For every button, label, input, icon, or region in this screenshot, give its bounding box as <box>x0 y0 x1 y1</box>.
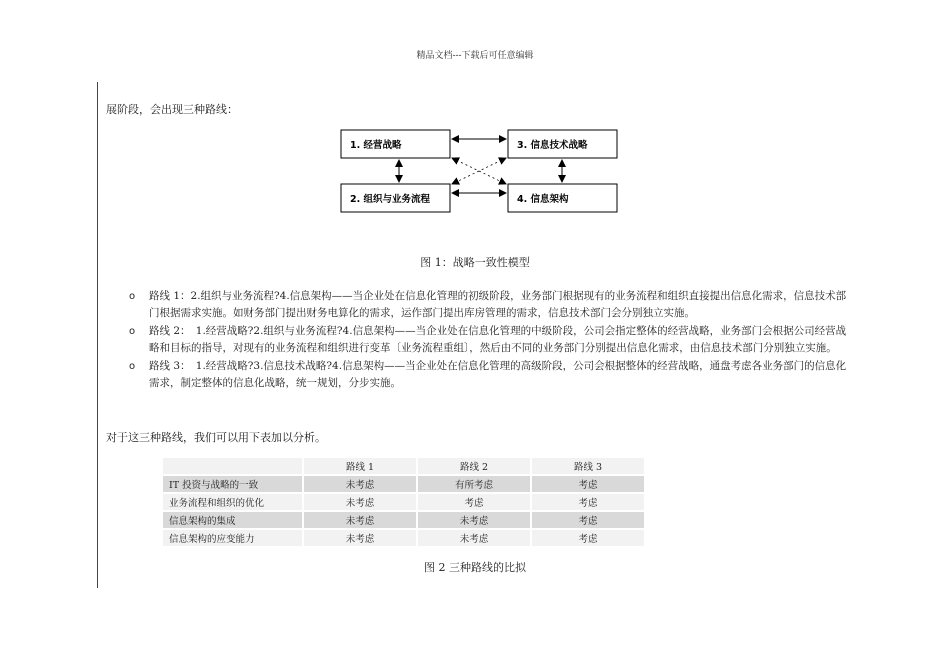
table-header-cell: 路线 3 <box>532 458 644 474</box>
table-cell: 考虑 <box>532 476 644 492</box>
table-cell: 考虑 <box>532 494 644 510</box>
bullet-marker: o <box>129 326 136 337</box>
table-header-cell: 路线 2 <box>418 458 530 474</box>
table-cell: 考虑 <box>418 494 530 510</box>
table-cell: 未考虑 <box>304 494 416 510</box>
route-2-text: 路线 2： 1.经营战略?2.组织与业务流程?4.信息架构——当企业处在信息化管理的中级阶段，公司会指定整体的经营战略，业务部门会根据公司经营战略和目标的指导，对现有的业务流程和组织进行变革〔业务流程重组〕，然后由不同的业务部门分别提出信息化需求，由信息技术部门分别独立实施。 <box>149 325 847 354</box>
table-cell: 未考虑 <box>418 512 530 528</box>
route-comparison-table <box>161 456 646 548</box>
page-header: 精品文档---下载后可任意编辑 <box>416 51 534 61</box>
table-row <box>163 512 644 528</box>
route-1-text: 路线 1：2.组织与业务流程?4.信息架构——当企业处在信息化管理的初级阶段，业务部门根据现有的业务流程和组织直接提出信息化需求，信息技术部门根据需求实施。如财务部门提出财务电算化的需求，运作部门提出库房管理的需求，信息技术部门会分别独立实施。 <box>149 290 847 319</box>
list-item <box>125 358 855 392</box>
table-cell: 信息架构的应变能力 <box>163 530 302 546</box>
table-cell: IT 投资与战略的一致 <box>163 476 302 492</box>
table-cell: 未考虑 <box>304 530 416 546</box>
table-cell: 信息架构的集成 <box>163 512 302 528</box>
list-item <box>125 323 855 357</box>
route-3-text: 路线 3： 1.经营战略?3.信息技术战略?4.信息架构——当企业处在信息化管理的高级阶段，公司会根据整体的经营战略，通盘考虑各业务部门的信息化需求，制定整体的信息化战略，统一规划，分步实施。 <box>149 360 847 389</box>
table-header-row <box>163 458 644 474</box>
table-cell: 考虑 <box>532 530 644 546</box>
table-cell: 未考虑 <box>418 530 530 546</box>
table-header-cell <box>163 458 302 474</box>
box-label-information-architecture: 4. 信息架构 <box>517 194 569 205</box>
figure-2-caption: 图 2 三种路线的比拟 <box>424 561 526 574</box>
strategy-alignment-diagram <box>330 120 630 220</box>
box-label-organization-process: 2. 组织与业务流程 <box>350 194 431 205</box>
bullet-marker: o <box>129 291 136 302</box>
table-cell: 未考虑 <box>304 512 416 528</box>
table-cell: 业务流程和组织的优化 <box>163 494 302 510</box>
route-list <box>125 288 855 393</box>
bullet-marker: o <box>129 361 136 372</box>
table-row <box>163 494 644 510</box>
table-header-cell: 路线 1 <box>304 458 416 474</box>
table-cell: 考虑 <box>532 512 644 528</box>
table-row <box>163 476 644 492</box>
table-cell: 未考虑 <box>304 476 416 492</box>
list-item <box>125 288 855 322</box>
box-label-it-strategy: 3. 信息技术战略 <box>517 140 588 151</box>
analysis-text: 对于这三种路线，我们可以用下表加以分析。 <box>106 431 326 444</box>
figure-1-caption: 图 1：战略一致性模型 <box>420 256 530 269</box>
box-label-business-strategy: 1. 经营战略 <box>350 140 402 151</box>
intro-text: 展阶段，会出现三种路线： <box>106 103 238 116</box>
table-row <box>163 530 644 546</box>
table-cell: 有所考虑 <box>418 476 530 492</box>
left-margin-rule <box>97 82 98 588</box>
